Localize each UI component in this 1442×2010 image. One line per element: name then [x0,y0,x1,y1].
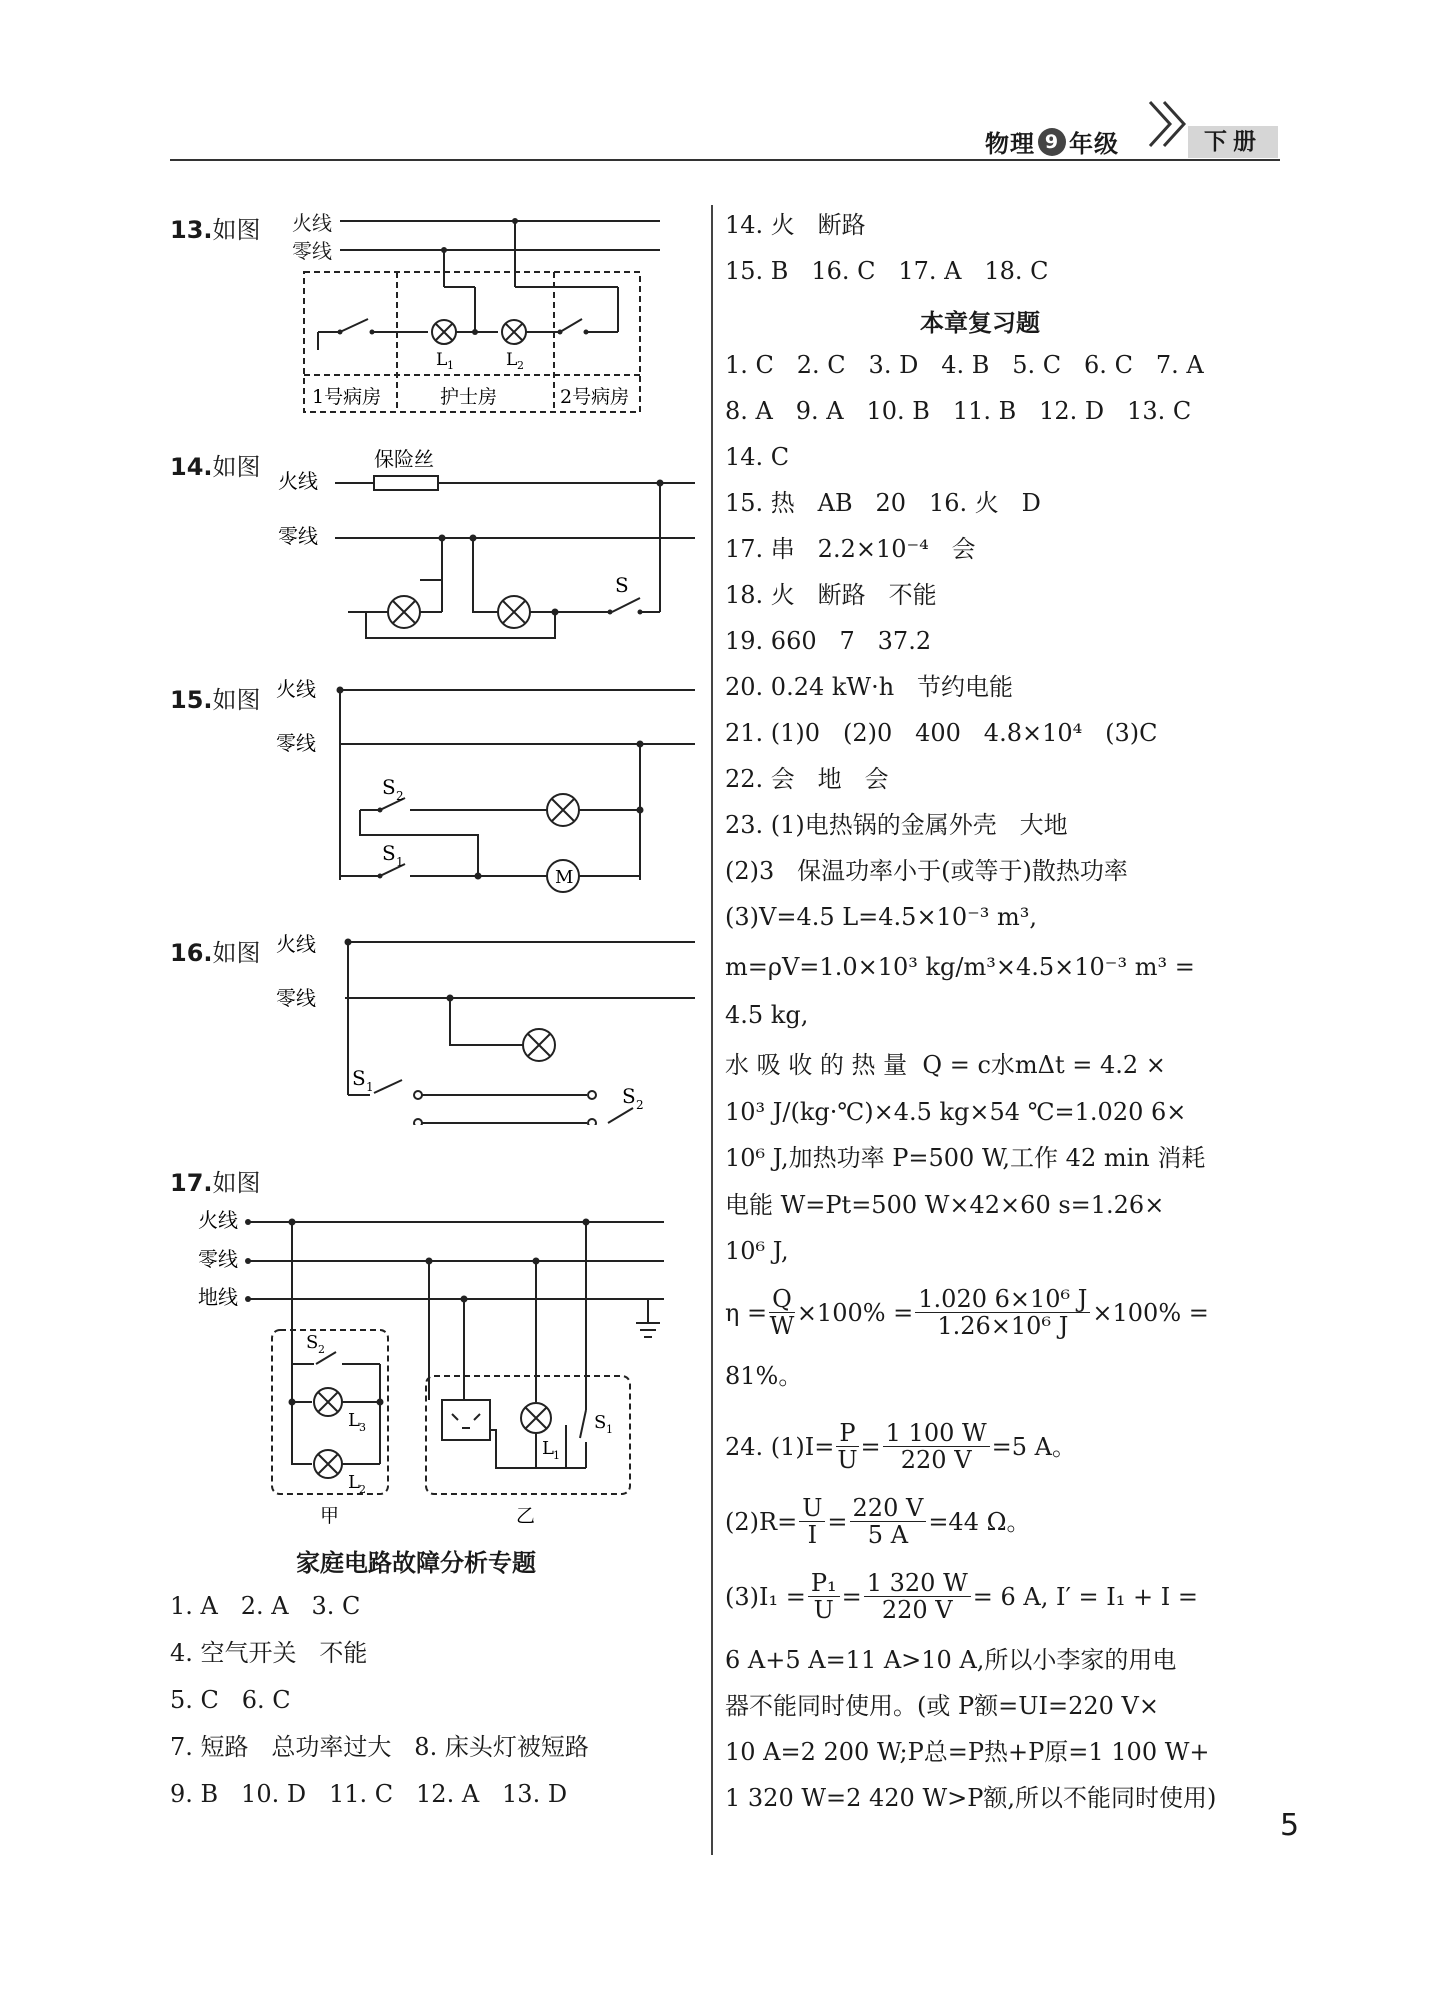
right-answer-line: 4.5 kg, [725,1001,809,1029]
right-answer-line: 14. 火 断路 [725,211,866,239]
right-answer-line: 21. (1)0 (2)0 400 4.8×10⁴ (3)C [725,719,1158,747]
grade-badge: 9 [1038,128,1066,156]
q16-s2-label: S [622,1084,636,1108]
svg-text:1: 1 [447,359,454,372]
svg-text:1: 1 [396,855,404,869]
efficiency-formula: η = $\frac{Q}{W}$ ×100% = $\frac{\text{1.020 6×10⁶ J}}{\text{1.26×10⁶ J}}$ ×100% = [725,1285,1209,1340]
q14-neutral-label: 零线 [278,524,318,548]
q15-circuit-diagram [270,670,700,900]
q17-circuit-diagram [196,1200,676,1540]
q15-s2-label: S [382,775,396,799]
q17-label: 17.如图 [170,1169,261,1197]
right-answer-line: 10 A=2 200 W;P总=P热+P原=1 100 W+ [725,1738,1210,1766]
q14-circuit-diagram [270,440,700,640]
left-answer-line: 1. A 2. A 3. C [170,1592,361,1620]
right-answer-line: 水 吸 收 的 热 量 Q = c水mΔt = 4.2 × [725,1051,1166,1079]
svg-text:2: 2 [396,789,404,803]
q15-label: 15.如图 [170,686,261,714]
q14-label: 14.如图 [170,453,261,481]
right-answer-line: 14. C [725,443,790,471]
q17-l3-label: L [348,1410,360,1431]
right-answer-line: 18. 火 断路 不能 [725,581,937,609]
q13-label: 13.如图 [170,216,261,244]
right-answer-line: 10³ J/(kg·℃)×4.5 kg×54 ℃=1.020 6× [725,1098,1187,1126]
q24-part3: (3)I₁ = $\frac{\text{P₁}}{U}$ = $\frac{1 320 W}{220 V}$ = 6 A, I′ = I₁ + I = [725,1569,1198,1624]
left-answer-line: 9. B 10. D 11. C 12. A 13. D [170,1780,568,1808]
svg-text:2: 2 [517,359,524,372]
right-answer-line: 17. 串 2.2×10⁻⁴ 会 [725,535,976,563]
svg-text:1: 1 [366,1080,374,1094]
page-number: 5 [1280,1808,1300,1843]
column-divider [711,205,713,1855]
svg-text:1: 1 [606,1423,613,1436]
q17-jia-label: 甲 [320,1505,340,1527]
q24-part2: (2)R= $\frac{U}{I}$ = $\frac{220 V}{5 A}$ =44 Ω。 [725,1494,1031,1549]
right-answer-line: 15. B 16. C 17. A 18. C [725,257,1049,285]
right-answer-line: 10⁶ J, [725,1237,789,1265]
q15-neutral-label: 零线 [276,731,316,755]
right-answer-line: 20. 0.24 kW·h 节约电能 [725,673,1014,701]
q17-ground-label: 地线 [198,1285,238,1309]
q17-neutral-label: 零线 [198,1247,238,1271]
q14-switch-label: S [615,573,629,597]
right-answer-line: m=ρV=1.0×10³ kg/m³×4.5×10⁻³ m³ = [725,953,1195,981]
right-answer-line: 22. 会 地 会 [725,765,889,793]
q13-l1-label: L [436,350,448,370]
q24-part1: 24. (1)I= $\frac{P}{U}$ = $\frac{1 100 W}{220 V}$ =5 A。 [725,1419,1077,1474]
right-answer-line: 19. 660 7 37.2 [725,627,932,655]
q14-live-label: 火线 [278,469,318,493]
q16-s1-label: S [352,1066,366,1090]
q13-nurse-label: 护士房 [440,386,498,408]
right-answer-line: 8. A 9. A 10. B 11. B 12. D 13. C [725,397,1192,425]
q13-neutral-label: 零线 [292,239,332,263]
right-answer-line: 23. (1)电热锅的金属外壳 大地 [725,811,1068,839]
right-answer-line: 6 A+5 A=11 A>10 A,所以小李家的用电 [725,1646,1177,1674]
q16-label: 16.如图 [170,939,261,967]
right-answer-line: 1. C 2. C 3. D 4. B 5. C 6. C 7. A [725,351,1204,379]
fault-section-title: 家庭电路故障分析专题 [296,1549,536,1577]
q17-live-label: 火线 [198,1208,238,1232]
subject-label: 物理 [985,130,1035,158]
left-answer-line: 4. 空气开关 不能 [170,1639,368,1667]
right-answer-line: (2)3 保温功率小于(或等于)散热功率 [725,857,1128,885]
q15-motor-label: M [555,867,574,888]
q15-s1-label: S [382,841,396,865]
svg-text:2: 2 [318,1343,325,1356]
volume-label: 下册 [1188,126,1278,158]
svg-text:2: 2 [359,1483,366,1496]
left-answer-line: 7. 短路 总功率过大 8. 床头灯被短路 [170,1733,589,1761]
right-answer-line: 15. 热 AB 20 16. 火 D [725,489,1041,517]
q15-live-label: 火线 [276,677,316,701]
svg-text:1: 1 [553,1449,560,1462]
svg-text:2: 2 [636,1098,644,1112]
q17-l2-label: L [348,1472,360,1493]
q16-neutral-label: 零线 [276,986,316,1010]
right-answer-line: 10⁶ J,加热功率 P=500 W,工作 42 min 消耗 [725,1144,1206,1172]
q13-circuit-diagram [290,205,670,425]
q13-l2-label: L [506,350,518,370]
q13-room1-label: 1号病房 [312,386,382,408]
q17-s1-label: S [594,1412,607,1433]
q17-s2-label: S [306,1332,319,1353]
right-answer-line: 器不能同时使用。(或 P额=UI=220 V× [725,1692,1159,1720]
q17-yi-label: 乙 [516,1505,536,1527]
right-answer-line: (3)V=4.5 L=4.5×10⁻³ m³, [725,903,1038,931]
right-answer-line: 1 320 W=2 420 W>P额,所以不能同时使用) [725,1784,1217,1812]
right-answer-line: 电能 W=Pt=500 W×42×60 s=1.26× [725,1191,1165,1219]
chapter-review-title: 本章复习题 [920,309,1040,337]
header-rule [170,159,1280,161]
q16-circuit-diagram [270,925,700,1125]
efficiency-result: 81%。 [725,1362,803,1390]
q17-l1-label: L [542,1438,554,1459]
svg-text:3: 3 [359,1421,366,1434]
grade-suffix: 年级 [1069,130,1119,158]
book-header-title [985,124,1119,159]
q13-room2-label: 2号病房 [560,386,630,408]
q14-fuse-label: 保险丝 [374,447,434,471]
q16-live-label: 火线 [276,932,316,956]
left-answer-line: 5. C 6. C [170,1686,291,1714]
q13-live-label: 火线 [292,211,332,235]
